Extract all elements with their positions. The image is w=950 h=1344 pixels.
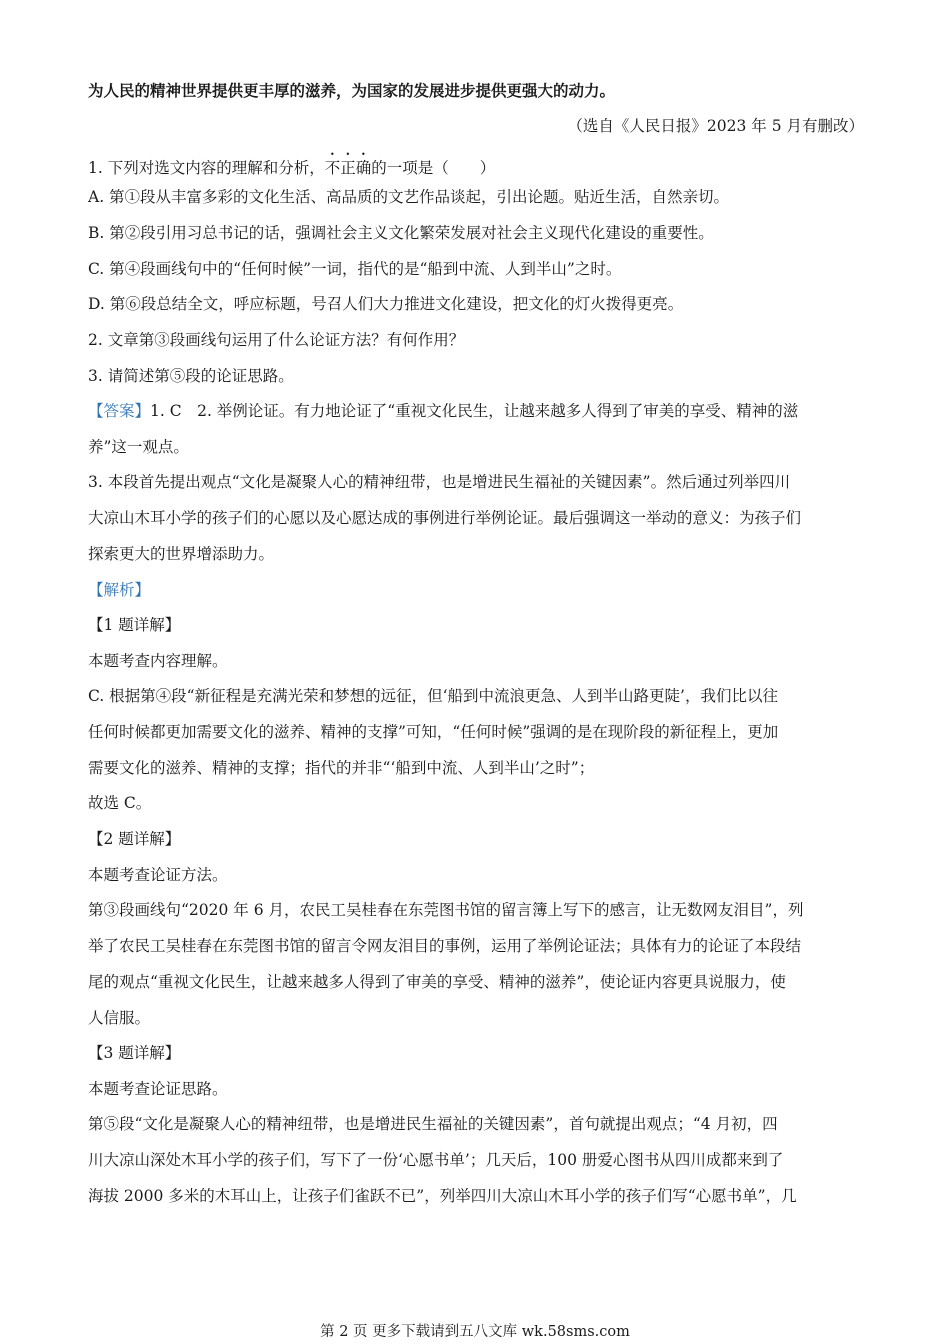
page-footer: 第 2 页 更多下载请到五八文库 wk.58sms.com — [320, 1324, 630, 1340]
analysis-line: 需要文化的滋养、精神的支撑；指代的并非“‘船到中流、人到半山’之时”； — [88, 759, 595, 777]
paragraph-line: 为人民的精神世界提供更丰厚的滋养，为国家的发展进步提供更强大的动力。 — [88, 81, 616, 100]
question-1 — [88, 150, 864, 179]
section-heading: 【2 题详解】 — [88, 830, 181, 848]
option-b: B. 第②段引用习总书记的话，强调社会主义文化繁荣发展对社会主义现代化建设的重要性。 — [88, 224, 714, 242]
question-2: 2. 文章第③段画线句运用了什么论证方法？有何作用？ — [88, 331, 465, 349]
question-3: 3. 请简述第⑤段的论证思路。 — [88, 367, 294, 385]
option-a: A. 第①段从丰富多彩的文化生活、高品质的文艺作品谈起，引出论题。贴近生活，自然亲切。 — [88, 188, 730, 206]
analysis-line: 第⑤段“文化是凝聚人心的精神纽带，也是增进民生福祉的关键因素”，首句就提出观点；“4 月初，四 — [88, 1115, 778, 1133]
option-c: C. 第④段画线句中的“任何时候”一词，指代的是“船到中流、人到半山”之时。 — [88, 260, 622, 278]
answer-line — [88, 400, 864, 422]
option-d: D. 第⑥段总结全文，呼应标题，号召人们大力推进文化建设，把文化的灯火拨得更亮。 — [88, 295, 684, 313]
answer-line: 探索更大的世界增添助力。 — [88, 545, 275, 563]
analysis-line: 本题考查论证思路。 — [88, 1080, 228, 1098]
question-1-suffix: 的一项是（ ） — [371, 159, 496, 177]
analysis-line: 本题考查论证方法。 — [88, 866, 228, 884]
analysis-line: 本题考查内容理解。 — [88, 652, 228, 670]
analysis-line: 人信服。 — [88, 1009, 151, 1027]
analysis-tag: 【解析】 — [88, 581, 151, 599]
answer-tag: 【答案】 — [88, 402, 151, 420]
emphasis-text: 不正确 — [324, 159, 372, 177]
answer-line: 3. 本段首先提出观点“文化是凝聚人心的精神纽带，也是增进民生福祉的关键因素”。然后通过列举四川 — [88, 473, 791, 491]
analysis-line: 海拔 2000 多米的木耳山上，让孩子们雀跃不已”，列举四川大凉山木耳小学的孩子们写“心愿书单”，几 — [88, 1187, 797, 1205]
section-heading: 【1 题详解】 — [88, 616, 181, 634]
analysis-line: C. 根据第④段“新征程是充满光荣和梦想的远征，但‘船到中流浪更急、人到半山路更陡’，我们比以往 — [88, 687, 778, 705]
answer-line: 养”这一观点。 — [88, 438, 189, 456]
source-citation: （选自《人民日报》2023 年 5 月有删改） — [567, 117, 864, 135]
analysis-line: 故选 C。 — [88, 794, 152, 812]
question-1-text: 1. 下列对选文内容的理解和分析， — [88, 159, 325, 177]
analysis-line: 尾的观点“重视文化民生，让越来越多人得到了审美的享受、精神的滋养”，使论证内容更具说服力，使 — [88, 973, 786, 991]
analysis-line: 任何时候都更加需要文化的滋养、精神的支撑”可知，“任何时候”强调的是在现阶段的新征程上，更加 — [88, 723, 779, 741]
analysis-line: 举了农民工吴桂春在东莞图书馆的留言令网友泪目的事例，运用了举例论证法；具体有力的论证了本段结 — [88, 937, 802, 955]
analysis-line: 川大凉山深处木耳小学的孩子们，写下了一份‘心愿书单’；几天后，100 册爱心图书从四川成都来到了 — [88, 1151, 784, 1169]
answer-line: 大凉山木耳小学的孩子们的心愿以及心愿达成的事例进行举例论证。最后强调这一举动的意义：为孩子们 — [88, 509, 802, 527]
analysis-line: 第③段画线句“2020 年 6 月，农民工吴桂春在东莞图书馆的留言簿上写下的感言，让无数网友泪目”，列 — [88, 901, 804, 919]
section-heading: 【3 题详解】 — [88, 1044, 181, 1062]
answer-text: 1. C 2. 举例论证。有力地论证了“重视文化民生，让越来越多人得到了审美的享受、精神的滋 — [150, 402, 799, 420]
